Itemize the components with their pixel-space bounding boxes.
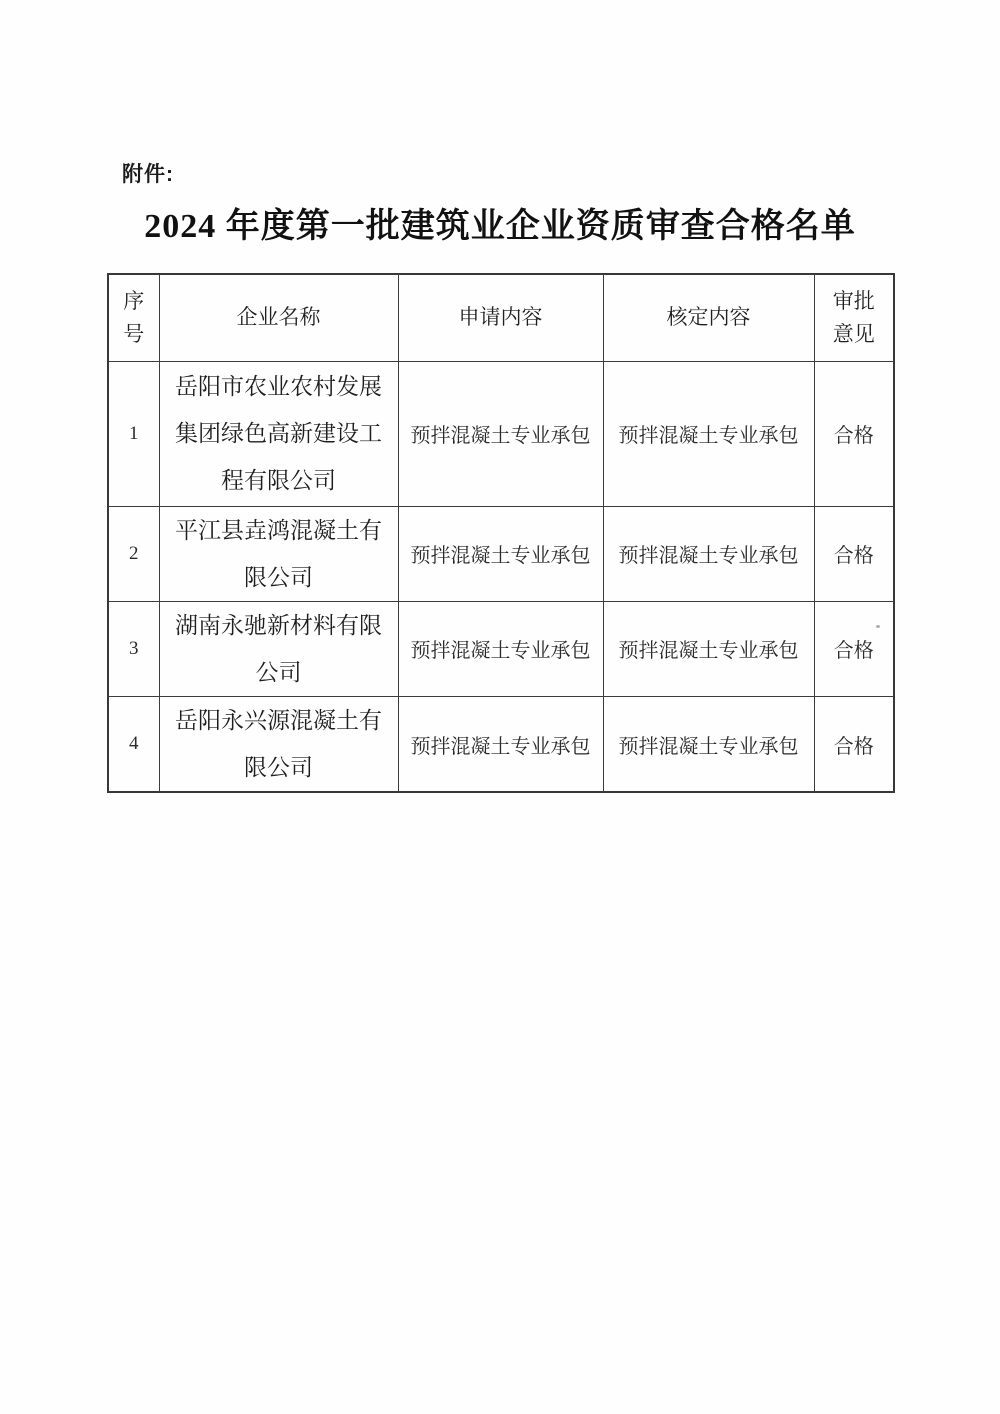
- col-header-applied-content: [398, 274, 603, 361]
- col-header-approved-content-label: 核定内容: [666, 305, 751, 330]
- col-header-company-name-label: 企业名称: [236, 305, 321, 330]
- qualification-approval-table: [107, 273, 895, 793]
- col-header-company-name: [159, 274, 398, 361]
- company-name-cell: 平江县垚鸿混凝土有限公司: [159, 506, 398, 601]
- company-name-cell: 岳阳永兴源混凝土有限公司: [159, 697, 398, 793]
- col-header-approved-content: [603, 274, 814, 361]
- applied-content-cell: 预拌混凝土专业承包: [398, 361, 603, 506]
- serial-no-cell: 2: [108, 506, 159, 601]
- col-header-approval-opinion-label: 审批意见: [832, 289, 875, 346]
- approval-opinion-cell: 合格: [814, 506, 894, 601]
- attachment-label: 附件:: [122, 163, 174, 186]
- approval-opinion-cell: 合格: [814, 601, 894, 696]
- col-header-serial-no: [108, 274, 159, 361]
- company-name-cell: 岳阳市农业农村发展集团绿色高新建设工程有限公司: [159, 361, 398, 506]
- page-title: 2024 年度第一批建筑业企业资质审查合格名单: [144, 208, 856, 245]
- scan-artifact-dot: [876, 625, 880, 628]
- serial-no-cell: 3: [108, 601, 159, 696]
- applied-content-cell: 预拌混凝土专业承包: [398, 697, 603, 793]
- approved-content-cell: 预拌混凝土专业承包: [603, 506, 814, 601]
- table-row: [108, 697, 894, 793]
- applied-content-cell: 预拌混凝土专业承包: [398, 506, 603, 601]
- col-header-approval-opinion: [814, 274, 894, 361]
- applied-content-cell: 预拌混凝土专业承包: [398, 601, 603, 696]
- approved-content-cell: 预拌混凝土专业承包: [603, 361, 814, 506]
- table-header-row: [108, 274, 894, 361]
- serial-no-cell: 1: [108, 361, 159, 506]
- approval-opinion-cell: 合格: [814, 697, 894, 793]
- col-header-applied-content-label: 申请内容: [458, 305, 543, 330]
- serial-no-cell: 4: [108, 697, 159, 793]
- approval-opinion-cell: 合格: [814, 361, 894, 506]
- approved-content-cell: 预拌混凝土专业承包: [603, 697, 814, 793]
- table-row: [108, 361, 894, 506]
- table-row: [108, 601, 894, 696]
- company-name-cell: 湖南永驰新材料有限公司: [159, 601, 398, 696]
- table-row: [108, 506, 894, 601]
- approved-content-cell: 预拌混凝土专业承包: [603, 601, 814, 696]
- col-header-serial-no-label: 序号: [123, 289, 145, 346]
